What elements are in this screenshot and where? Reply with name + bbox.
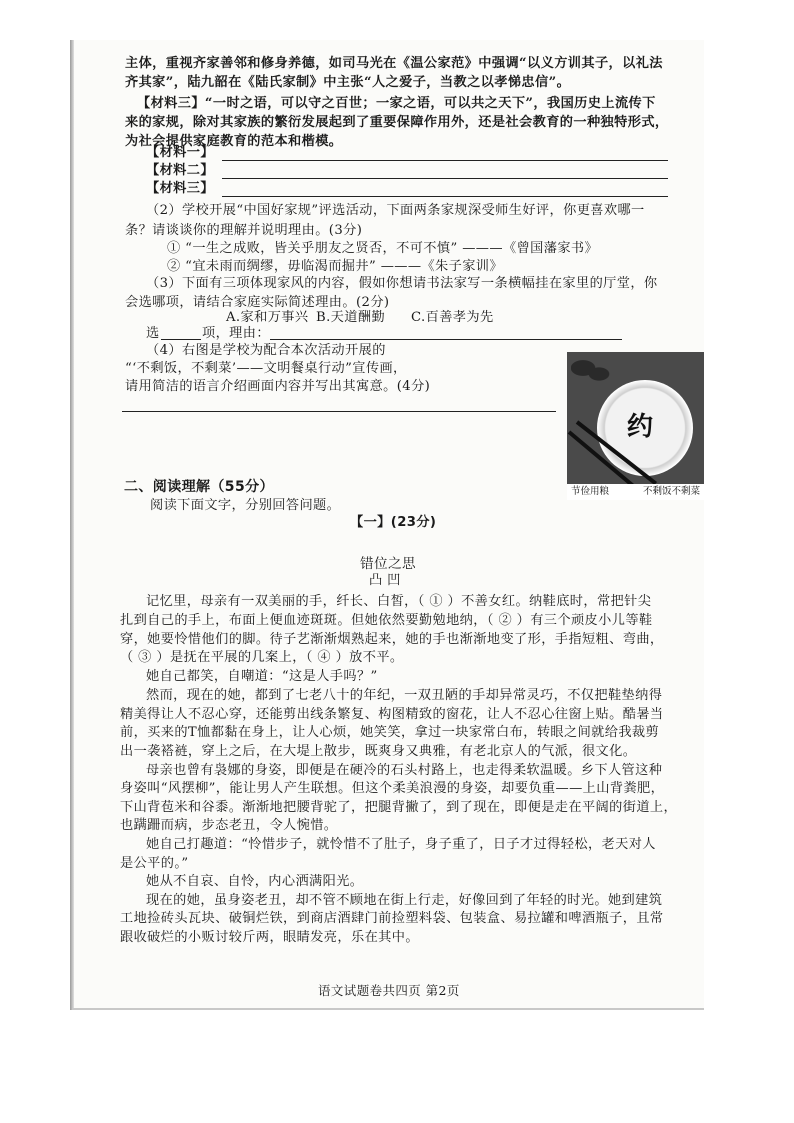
poster-caption-right: 不剩饭不剩菜 <box>642 486 700 497</box>
paragraph-line: 也蹒跚而病，步态老丑，令人惋惜。 <box>120 818 338 833</box>
essay-title: 错位之思 <box>360 556 416 572</box>
section-instruction: 阅读下面文字，分别回答问题。 <box>150 498 341 513</box>
paragraph-line: 前，买来的T恤都黏在身上，让人心烦，她笑笑，拿过一块家常白布，转眼之间就给我裁剪 <box>120 725 660 740</box>
q3-option-c: C.百善孝为先 <box>411 310 494 325</box>
paragraph-line: 下山背苞米和谷黍。渐渐地把腰背驼了，把腿背撇了，到了现在，即便是走在平阔的街道上， <box>120 800 678 815</box>
paragraph-line: 出一袭褡裢，穿上之后，在大堤上散步，既爽身又典雅，有老北京人的气派，很文化。 <box>120 744 637 759</box>
text-line: 【材料三】“一时之语，可以守之百世；一家之语，可以共之天下”，我国历史上流传下 <box>137 96 656 111</box>
text-line: 主体，重视齐家善邻和修身养德，如司马光在《温公家范》中强调“以义方训其子，以礼法 <box>125 56 663 71</box>
answer-line-1[interactable] <box>222 160 668 161</box>
q3-select-prefix: 选 <box>146 326 160 341</box>
paragraph-line: 然而，现在的她，都到了七老八十的年纪，一双丑陋的手却异常灵巧，不仅把鞋垫纳得 <box>146 688 663 703</box>
paragraph-line: 身姿叫“风摆柳”，能让男人产生联想。但这个柔美浪漫的身姿，却要负重——上山背粪肥， <box>120 781 665 796</box>
text-line: 来的家规，除对其家族的繁衍发展起到了重要保障作用外，还是社会教育的一种独特形式， <box>125 115 669 130</box>
poster-image <box>567 352 704 500</box>
q2-option-2: ② “宜未雨而绸缪，毋临渴而掘井” ———《朱子家训》 <box>167 259 503 274</box>
answer-label-1: 【材料一】 <box>146 145 214 160</box>
paragraph-line: 她从不自哀、自怜，内心洒满阳光。 <box>146 874 364 889</box>
paragraph-line: 跟收破烂的小贩讨较斤两，眼睛发亮，乐在其中。 <box>120 930 419 945</box>
paragraph-line: 现在的她，虽身姿老丑，却不管不顾地在街上行走，好像回到了年轻的时光。她到建筑 <box>146 893 663 908</box>
paragraph-line: 扎到自己的手上，布面上便血迹斑斑。但她依然要勤勉地纳，（ ② ）有三个顽皮小儿等鞋 <box>120 613 653 628</box>
paragraph-line: 工地捡砖头瓦块、破铜烂铁，到商店酒肆门前捡塑料袋、包装盒、易拉罐和啤酒瓶子，且常 <box>120 911 664 926</box>
section-title: 二、阅读理解（55分） <box>124 479 274 495</box>
paragraph-line: 她自己都笑，自嘲道：“这是人手吗？” <box>146 669 378 684</box>
poster-character: 约 <box>627 412 654 442</box>
paragraph-line: 精美得让人不忍心穿，还能剪出线条繁复、构图精致的窗花，让人不忍心往窗上贴。酷暑当 <box>120 707 664 722</box>
page-edge-shadow <box>70 40 74 1010</box>
question-4: （4）右图是学校为配合本次活动开展的 <box>146 343 386 358</box>
paragraph-line: 穿，她要怜惜他们的脚。待子艺渐渐烟熟起来，她的手也渐渐地变了形，手指短粗、弯曲， <box>120 632 664 647</box>
q3-reason-line[interactable] <box>270 339 622 340</box>
page-footer: 语文试题卷共四页 第2页 <box>318 983 460 998</box>
question-4-cont: 请用简洁的语言介绍画面内容并写出其寓意。(4分) <box>125 379 431 394</box>
bamboo-leaf-icon <box>571 356 611 386</box>
paragraph-line: 她自己打趣道：“怜惜步子，就怜惜不了肚子，身子重了，日子才过得轻松，老天对人 <box>146 837 656 852</box>
q3-option-a: A.家和万事兴 <box>226 310 309 325</box>
paragraph-line: 记忆里，母亲有一双美丽的手，纤长、白皙，（ ① ）不善女红。纳鞋底时，常把针尖 <box>146 594 652 609</box>
q2-option-1: ① “一生之成败，皆关乎朋友之贤否，不可不慎” ———《曾国藩家书》 <box>167 241 599 256</box>
answer-label-3: 【材料三】 <box>146 181 214 196</box>
poster-caption <box>567 484 704 500</box>
paragraph-line: 是公平的。” <box>120 856 189 871</box>
question-2-cont: 条？请谈谈你的理解并说明理由。(3分) <box>125 223 363 238</box>
question-2: （2）学校开展“中国好家规”评选活动，下面两条家规深受师生好评，你更喜欢哪一 <box>146 203 645 218</box>
poster-caption-left: 节俭用粮 <box>571 486 610 497</box>
paragraph-line: 母亲也曾有袅娜的身姿，即便是在硬冷的石头村路上，也走得柔软温暖。乡下人管这种 <box>146 763 663 778</box>
q4-answer-line[interactable] <box>122 411 556 412</box>
paragraph-line: （ ③ ）是抚在平展的几案上，（ ④ ）放不平。 <box>120 650 404 665</box>
answer-line-2[interactable] <box>222 178 668 179</box>
essay-author: 凸 凹 <box>369 573 401 588</box>
text-line: 为社会提供家庭教育的范本和楷模。 <box>125 134 343 149</box>
answer-label-2: 【材料二】 <box>146 163 214 178</box>
answer-line-3[interactable] <box>222 196 668 197</box>
question-3-cont: 会选哪项，请结合家庭实际简述理由。(2分) <box>125 295 390 310</box>
question-3: （3）下面有三项体现家风的内容，假如你想请书法家写一条横幅挂在家里的厅堂，你 <box>146 276 658 291</box>
q3-option-b: B.天道酬勤 <box>316 310 386 325</box>
question-4-cont: “‘不剩饭，不剩菜’——文明餐桌行动”宣传画， <box>125 361 407 376</box>
text-line: 齐其家”，陆九韶在《陆氏家制》中主张“人之爱子，当教之以孝悌忠信”。 <box>125 75 571 90</box>
part-heading: 【一】(23分) <box>350 515 437 530</box>
page-bottom-edge <box>72 1008 704 1010</box>
q3-select-suffix: 项，理由： <box>202 326 270 341</box>
q3-choice-blank[interactable] <box>161 339 201 340</box>
